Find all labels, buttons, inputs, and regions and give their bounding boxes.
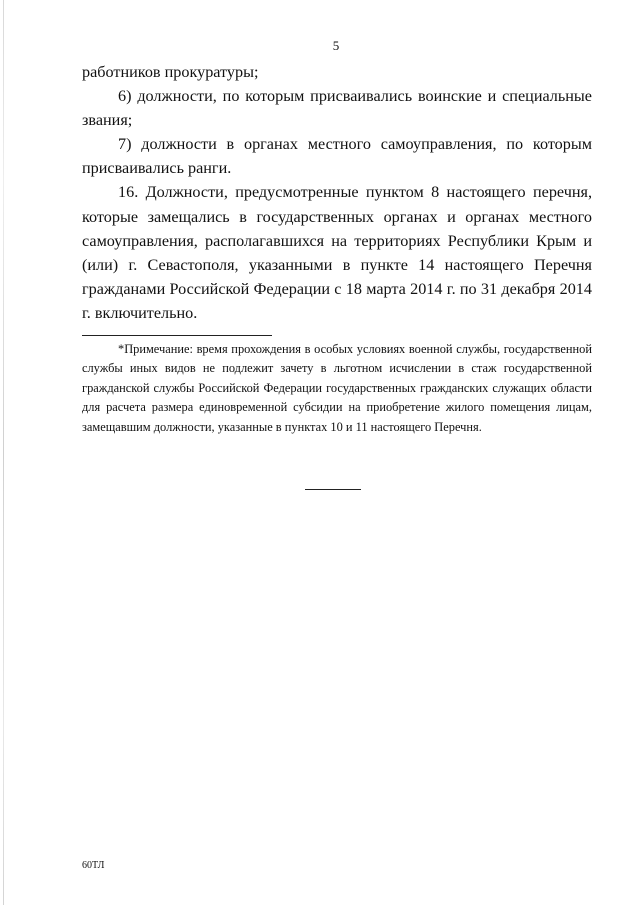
- page-number: 5: [332, 38, 340, 53]
- main-text: [82, 60, 592, 325]
- footnote: [82, 340, 592, 437]
- paragraph-item-6: 6) должности, по которым присваивались воинские и специальные звания;: [82, 87, 592, 130]
- end-of-text-rule: [305, 489, 361, 490]
- paragraph-item-16: 16. Должности, предусмотренные пунктом 8 настоящего перечня, которые замещались в государственных органах и органах местного самоуправления, располагавшихся на территориях Республики Крым и (или) г. Севастополя, указанными в пункте 14 настоящего Перечня гражданами Российской Федерации с 18 марта 2014 г. по 31 декабря 2014 г. включительно.: [82, 183, 592, 322]
- footnote-text: *Примечание: время прохождения в особых условиях военной службы, государственной службы иных видов не подлежит зачету в льготном исчислении в стаж государственной гражданской службы Российской Федерации государственных гражданских служащих области для расчета размера единовременной субсидии на приобретение жилого помещения лицам, замещавшим должности, указанные в пунктах 10 и 11 настоящего Перечня.: [82, 342, 592, 434]
- document-code: 60ТЛ: [82, 860, 105, 871]
- paragraph-prosecutors: работников прокуратуры;: [82, 63, 259, 81]
- footnote-separator: [82, 335, 272, 336]
- paragraph-item-7: 7) должности в органах местного самоуправления, по которым присваивались ранги.: [82, 135, 592, 178]
- scan-edge-line: [3, 0, 4, 905]
